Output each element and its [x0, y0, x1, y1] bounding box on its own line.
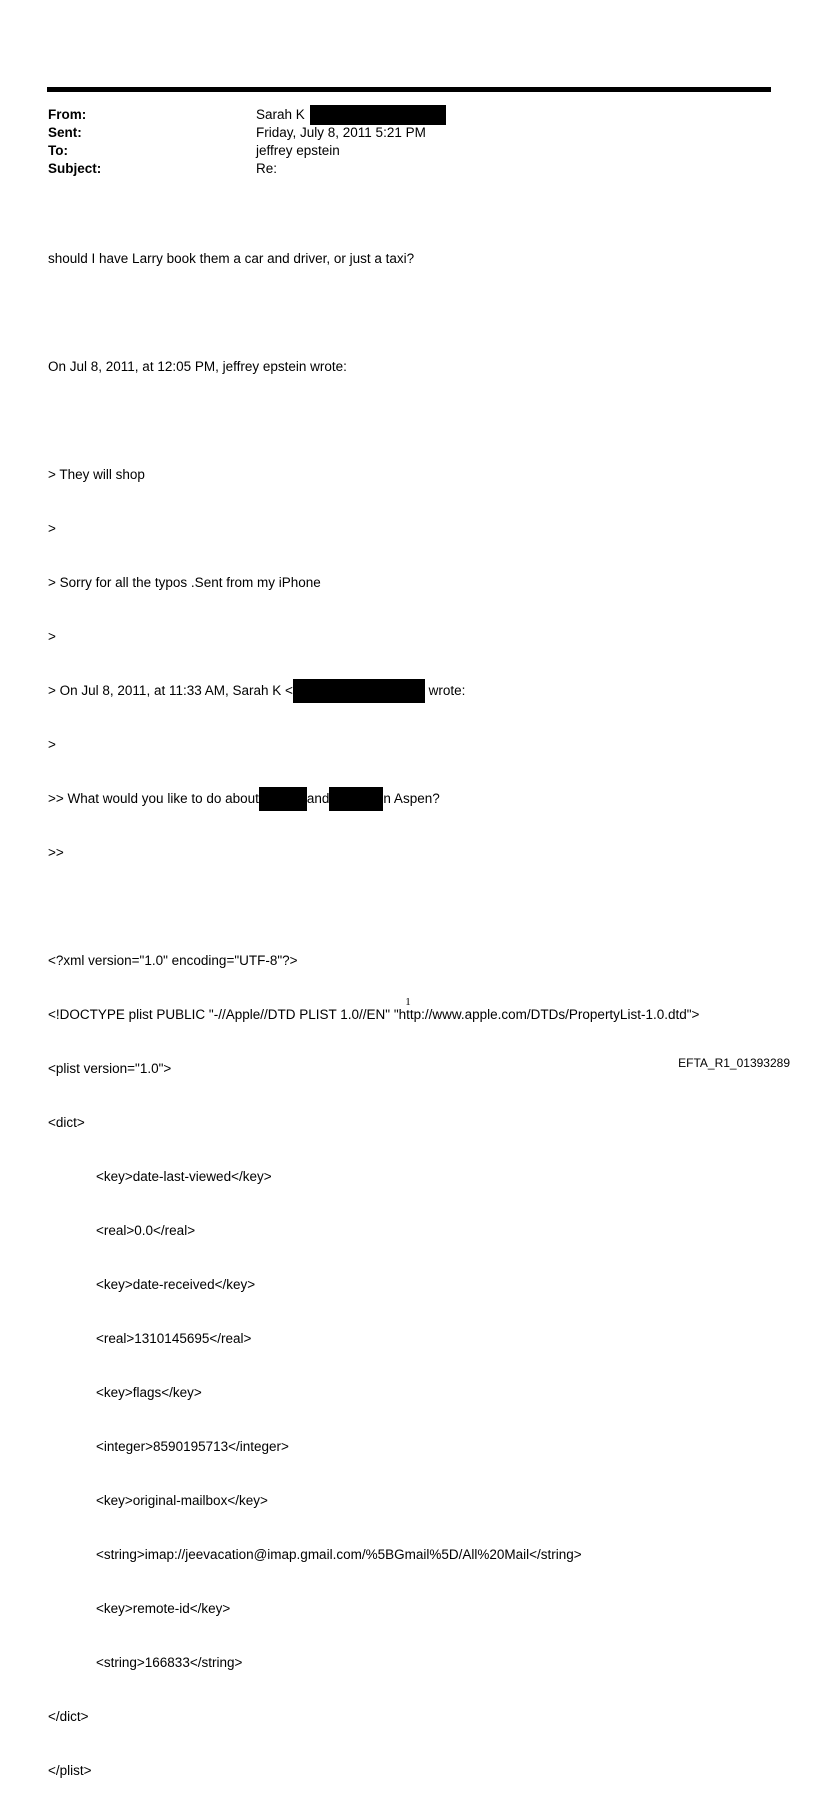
subject-row	[48, 160, 768, 178]
quoted-question-end: n Aspen?	[383, 791, 440, 806]
subject-value: Re:	[256, 161, 278, 176]
quoted-question	[48, 790, 788, 808]
quoted-attribution	[48, 682, 788, 700]
quoted-question-mid: and	[306, 791, 330, 806]
document-id: EFTA_R1_01393289	[678, 1056, 790, 1070]
from-label: From:	[48, 107, 87, 122]
plist-line: <?xml version="1.0" encoding="UTF-8"?>	[48, 953, 298, 968]
email-header	[48, 106, 768, 178]
to-label: To:	[48, 143, 68, 158]
plist-line: </dict>	[48, 1709, 89, 1724]
quoted-question-start: >> What would you like to do about	[48, 791, 259, 806]
plist-line: <key>date-received</key>	[96, 1277, 256, 1292]
sent-row	[48, 124, 768, 142]
quoted-attribution-start: > On Jul 8, 2011, at 11:33 AM, Sarah K <	[48, 683, 293, 698]
quoted-line: >	[48, 629, 56, 644]
redaction-block	[259, 787, 307, 811]
from-name: Sarah K	[256, 107, 305, 122]
page-number: 1	[405, 996, 411, 1008]
from-row	[48, 106, 768, 124]
header-divider	[47, 87, 771, 92]
redaction-block	[310, 105, 446, 125]
quoted-attribution-end: wrote:	[424, 683, 466, 698]
plist-line: <key>original-mailbox</key>	[96, 1493, 268, 1508]
sent-value: Friday, July 8, 2011 5:21 PM	[256, 125, 426, 140]
quoted-line: > Sorry for all the typos .Sent from my iPhone	[48, 575, 321, 590]
quoted-line: >	[48, 737, 56, 752]
sent-label: Sent:	[48, 125, 82, 140]
to-value: jeffrey epstein	[256, 143, 340, 158]
plist-line: <real>0.0</real>	[96, 1223, 196, 1238]
to-row	[48, 142, 768, 160]
plist-line: <real>1310145695</real>	[96, 1331, 252, 1346]
body-line: should I have Larry book them a car and driver, or just a taxi?	[48, 251, 415, 266]
from-value	[256, 105, 446, 125]
plist-line: </plist>	[48, 1763, 92, 1778]
plist-line: <dict>	[48, 1115, 85, 1130]
plist-line: <string>166833</string>	[96, 1655, 243, 1670]
redaction-block	[329, 787, 383, 811]
plist-line: <integer>8590195713</integer>	[96, 1439, 289, 1454]
redaction-block	[293, 679, 425, 703]
quoted-line: > They will shop	[48, 467, 145, 482]
plist-line: <!DOCTYPE plist PUBLIC "-//Apple//DTD PLIST 1.0//EN" "http://www.apple.com/DTDs/PropertyList-1.0.dtd">	[48, 1007, 700, 1022]
quoted-line: >	[48, 521, 56, 536]
reply-attribution: On Jul 8, 2011, at 12:05 PM, jeffrey epstein wrote:	[48, 359, 347, 374]
plist-line: <string>imap://jeevacation@imap.gmail.com/%5BGmail%5D/All%20Mail</string>	[96, 1547, 582, 1562]
plist-line: <key>remote-id</key>	[96, 1601, 231, 1616]
plist-line: <plist version="1.0">	[48, 1061, 172, 1076]
subject-label: Subject:	[48, 161, 102, 176]
plist-line: <key>flags</key>	[96, 1385, 202, 1400]
quoted-line: >>	[48, 845, 64, 860]
plist-line: <key>date-last-viewed</key>	[96, 1169, 272, 1184]
